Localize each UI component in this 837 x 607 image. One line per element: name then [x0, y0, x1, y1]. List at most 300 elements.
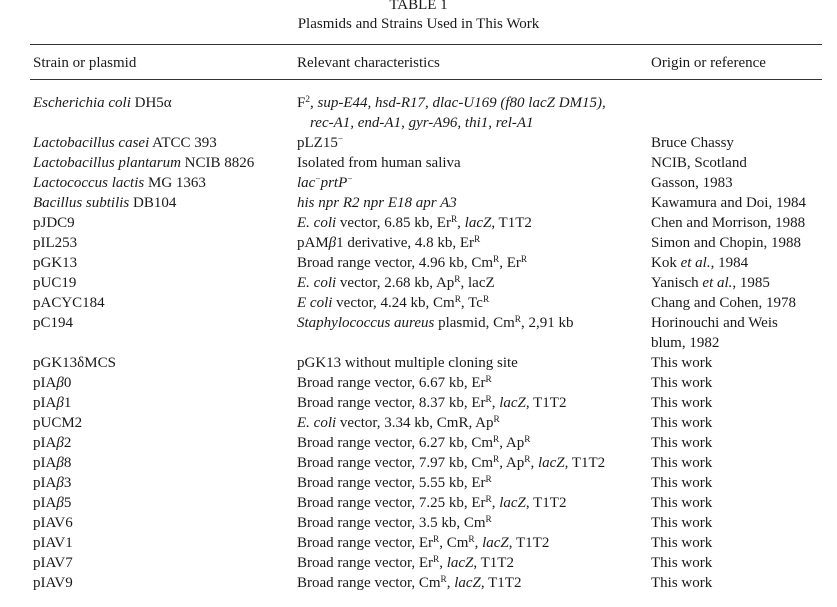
characteristics-cell: [297, 433, 530, 453]
cell-line: [651, 333, 778, 353]
cell-line: [651, 313, 778, 333]
strain-cell: [33, 453, 71, 473]
strain-cell: [33, 393, 71, 413]
italic-text: Lactobacillus plantarum: [33, 155, 181, 171]
characteristics-cell: [297, 193, 457, 213]
cell-line: [33, 153, 254, 173]
superscript: R: [485, 374, 492, 385]
cell-line: [297, 193, 457, 213]
text-run: pLZ15: [297, 135, 338, 151]
cell-line: [297, 493, 566, 513]
text-run: Isolated from human saliva: [297, 155, 461, 171]
characteristics-cell: [297, 213, 532, 233]
strain-cell: [33, 153, 254, 173]
italic-text: β: [56, 495, 64, 511]
italic-text: β: [328, 235, 337, 251]
italic-text: Lactococcus lactis: [33, 175, 145, 191]
cell-line: [33, 493, 71, 513]
origin-cell: [651, 533, 712, 553]
strain-cell: [33, 313, 73, 333]
table-row: [0, 553, 837, 573]
text-run: Kawamura and Doi, 1984: [651, 195, 806, 211]
strain-cell: [33, 353, 116, 373]
cell-line: [33, 353, 116, 373]
superscript: R: [485, 494, 492, 505]
strain-cell: [33, 533, 73, 553]
cell-line: [651, 533, 712, 553]
characteristics-cell: [297, 93, 606, 133]
table-caption: [0, 0, 837, 34]
superscript: R: [524, 454, 531, 465]
strain-cell: [33, 433, 71, 453]
top-rule: [30, 44, 822, 45]
text-run: , T1T2: [525, 495, 567, 511]
superscript: R: [454, 274, 461, 285]
text-run: ,: [446, 575, 455, 591]
cell-line: [33, 133, 217, 153]
text-run: Broad range vector, Er: [297, 555, 434, 571]
cell-line: [651, 373, 712, 393]
text-run: 3: [63, 475, 72, 491]
cell-line: [33, 293, 105, 313]
characteristics-cell: [297, 133, 343, 153]
cell-line: [297, 213, 532, 233]
text-run: pIAV9: [33, 575, 73, 591]
cell-line: [33, 413, 82, 433]
text-run: , T1T2: [564, 455, 606, 471]
superscript: R: [493, 414, 500, 425]
text-run: vector, 4.24 kb, Cm: [332, 295, 455, 311]
cell-line: [651, 573, 712, 593]
text-run: Broad range vector, 3.5 kb, Cm: [297, 515, 486, 531]
superscript: R: [474, 234, 481, 245]
cell-line: [297, 173, 353, 193]
strain-cell: [33, 233, 77, 253]
cell-line: [651, 153, 747, 173]
characteristics-cell: [297, 273, 495, 293]
strain-cell: [33, 573, 73, 593]
origin-cell: [651, 573, 712, 593]
table-body: [0, 89, 837, 593]
cell-line: [651, 413, 712, 433]
text-run: pGK13δMCS: [33, 355, 116, 371]
cell-line: [33, 433, 71, 453]
table-row: [0, 513, 837, 533]
text-run: pIA: [33, 495, 57, 511]
text-run: pC194: [33, 315, 74, 331]
text-run: Yanisch: [651, 275, 703, 291]
text-run: NCIB 8826: [180, 155, 255, 171]
origin-cell: [651, 493, 712, 513]
cell-line: [33, 373, 71, 393]
table-row: [0, 533, 837, 553]
cell-line: [651, 513, 712, 533]
text-run: MG 1363: [144, 175, 206, 191]
cell-line: [297, 133, 343, 153]
cell-line: [651, 133, 734, 153]
characteristics-cell: [297, 553, 514, 573]
superscript: R: [493, 454, 500, 465]
characteristics-cell: [297, 153, 461, 173]
characteristics-cell: [297, 573, 521, 593]
strain-cell: [33, 413, 82, 433]
superscript: R: [450, 214, 458, 225]
text-run: This work: [651, 495, 713, 511]
superscript: R: [482, 294, 490, 305]
cell-line: [297, 533, 549, 553]
cell-line: [33, 213, 75, 233]
italic-text: et al.: [702, 275, 733, 291]
cell-line: [297, 233, 480, 253]
strain-cell: [33, 373, 71, 393]
table-number: TABLE 1: [389, 0, 448, 13]
text-run: ,: [491, 395, 500, 411]
text-run: blum, 1982: [651, 335, 720, 351]
strain-cell: [33, 133, 217, 153]
cell-line: [33, 313, 73, 333]
table-row: [0, 253, 837, 273]
superscript: R: [485, 474, 492, 485]
superscript: R: [493, 254, 500, 265]
cell-line: [651, 253, 748, 273]
origin-cell: [651, 213, 805, 233]
cell-line: [297, 553, 514, 573]
text-run: pIAV7: [33, 555, 73, 571]
table-row: [0, 373, 837, 393]
text-run: 8: [63, 455, 72, 471]
text-run: Horinouchi and Weis: [651, 315, 778, 331]
italic-text: lacZ: [454, 575, 481, 591]
cell-line: [297, 153, 461, 173]
table-row: [0, 193, 837, 213]
origin-cell: [651, 453, 712, 473]
italic-text: lac: [297, 175, 316, 191]
table-row: [0, 453, 837, 473]
characteristics-cell: [297, 253, 527, 273]
cell-line: [33, 233, 77, 253]
table-row: [0, 133, 837, 153]
cell-line: [297, 253, 527, 273]
cell-line: [297, 373, 492, 393]
text-run: ,: [491, 495, 500, 511]
characteristics-cell: [297, 293, 489, 313]
text-run: pJDC9: [33, 215, 75, 231]
table-row: [0, 473, 837, 493]
text-run: ,: [439, 555, 447, 571]
text-run: pUC19: [33, 275, 77, 291]
strain-cell: [33, 513, 73, 533]
text-run: This work: [651, 375, 713, 391]
text-run: pGK13 without multiple cloning site: [297, 355, 518, 371]
text-run: This work: [651, 395, 713, 411]
strain-cell: [33, 293, 105, 313]
superscript: R: [468, 534, 475, 545]
superscript: −: [315, 174, 321, 185]
italic-text: E coli: [297, 295, 333, 311]
cell-line: [651, 213, 805, 233]
text-run: pIL253: [33, 235, 78, 251]
italic-text: Bacillus subtilis: [33, 195, 130, 211]
text-run: 0: [63, 375, 72, 391]
text-run: , Tc: [460, 295, 483, 311]
cell-line: [297, 293, 489, 313]
cell-line: [297, 93, 606, 113]
cell-line: [33, 533, 73, 553]
cell-line: [297, 313, 573, 333]
cell-line: [651, 353, 712, 373]
text-run: NCIB, Scotland: [651, 155, 747, 171]
text-run: This work: [651, 575, 713, 591]
characteristics-cell: [297, 373, 492, 393]
origin-cell: [651, 553, 712, 573]
text-run: pIA: [33, 435, 57, 451]
text-run: Broad range vector, 8.37 kb, Er: [297, 395, 486, 411]
cell-line: [651, 493, 712, 513]
characteristics-cell: [297, 353, 518, 373]
table-row: [0, 173, 837, 193]
text-run: ,: [457, 215, 465, 231]
cell-line: [33, 473, 71, 493]
superscript: R: [493, 434, 500, 445]
cell-line: [651, 293, 796, 313]
text-run: , 2,91 kb: [520, 315, 574, 331]
text-run: This work: [651, 515, 713, 531]
cell-line: [297, 433, 530, 453]
text-run: DB104: [129, 195, 177, 211]
cell-line: [651, 233, 801, 253]
text-run: , lacZ: [460, 275, 495, 291]
text-run: , 1985: [732, 275, 770, 291]
italic-text: , sup-E44, hsd-R17, dlac-U169 (f80 lacZ DM15),: [310, 95, 606, 111]
text-run: , T1T2: [491, 215, 532, 231]
strain-cell: [33, 473, 71, 493]
text-run: pIA: [33, 475, 57, 491]
characteristics-cell: [297, 513, 492, 533]
text-run: Chang and Cohen, 1978: [651, 295, 796, 311]
text-run: , T1T2: [525, 395, 567, 411]
text-run: This work: [651, 435, 713, 451]
header-origin: Origin or reference: [651, 55, 766, 71]
superscript: −: [337, 134, 344, 145]
italic-text: et al.: [680, 255, 711, 271]
origin-cell: [651, 253, 748, 273]
italic-text: β: [56, 475, 64, 491]
italic-text: β: [56, 375, 64, 391]
superscript: R: [433, 534, 440, 545]
text-run: vector, 3.34 kb, CmR, Ap: [336, 415, 494, 431]
cell-line: [33, 453, 71, 473]
italic-text: E. coli: [297, 275, 337, 291]
text-run: , T1T2: [480, 575, 522, 591]
text-run: pIAV6: [33, 515, 73, 531]
text-run: , Cm: [439, 535, 469, 551]
cell-line: [651, 393, 712, 413]
cell-line: [297, 473, 492, 493]
origin-cell: [651, 373, 712, 393]
superscript: R: [440, 574, 447, 585]
characteristics-cell: [297, 393, 566, 413]
cell-line: [297, 273, 495, 293]
text-run: pIA: [33, 455, 57, 471]
cell-line: [33, 573, 73, 593]
cell-line: [297, 453, 605, 473]
text-run: Broad range vector, 6.67 kb, Er: [297, 375, 486, 391]
strain-cell: [33, 173, 206, 193]
text-run: Broad range vector, 6.27 kb, Cm: [297, 435, 494, 451]
italic-text: β: [56, 435, 64, 451]
cell-line: [33, 253, 77, 273]
superscript: R: [485, 514, 492, 525]
table-row: [0, 573, 837, 593]
superscript: R: [514, 314, 521, 325]
text-run: This work: [651, 455, 713, 471]
origin-cell: [651, 193, 806, 213]
table-row: [0, 493, 837, 513]
text-run: , Ap: [499, 435, 525, 451]
table-row: [0, 413, 837, 433]
cell-line: [33, 93, 172, 113]
characteristics-cell: [297, 453, 605, 473]
italic-text: Lactobacillus casei: [33, 135, 150, 151]
text-run: F: [297, 95, 306, 111]
text-run: This work: [651, 355, 713, 371]
superscript: R: [520, 254, 528, 265]
cell-line: [33, 273, 76, 293]
header-strain: Strain or plasmid: [33, 55, 137, 71]
table-row: [0, 93, 837, 133]
text-run: ,: [474, 535, 483, 551]
superscript: R: [485, 394, 492, 405]
strain-cell: [33, 273, 76, 293]
text-run: Broad range vector, 7.25 kb, Er: [297, 495, 486, 511]
origin-cell: [651, 393, 712, 413]
text-run: vector, 6.85 kb, Er: [336, 215, 451, 231]
text-run: pIAV1: [33, 535, 73, 551]
superscript: R: [454, 294, 461, 305]
origin-cell: [651, 433, 712, 453]
italic-text: lacZ: [499, 395, 526, 411]
text-run: This work: [651, 555, 713, 571]
text-run: pIA: [33, 375, 57, 391]
cell-line: [33, 193, 176, 213]
text-run: Broad range vector, 4.96 kb, Cm: [297, 255, 494, 271]
text-run: , T1T2: [508, 535, 550, 551]
italic-text: prtP: [320, 175, 348, 191]
characteristics-cell: [297, 533, 549, 553]
cell-line: [297, 513, 492, 533]
cell-line: [297, 413, 500, 433]
text-run: plasmid, Cm: [434, 315, 515, 331]
header-characteristics: Relevant characteristics: [297, 55, 440, 71]
text-run: This work: [651, 535, 713, 551]
text-run: Simon and Chopin, 1988: [651, 235, 802, 251]
text-run: pACYC184: [33, 295, 105, 311]
text-run: , Er: [499, 255, 521, 271]
text-run: Broad range vector, Cm: [297, 575, 441, 591]
italic-text: his npr R2 npr E18 apr A3: [297, 195, 457, 211]
origin-cell: [651, 133, 734, 153]
table-row: [0, 213, 837, 233]
text-run: ATCC 393: [149, 135, 217, 151]
italic-text: lacZ: [464, 215, 492, 231]
text-run: 1 derivative, 4.8 kb, Er: [336, 235, 475, 251]
text-run: Gasson, 1983: [651, 175, 733, 191]
cell-line: [651, 473, 712, 493]
cell-line: [33, 553, 73, 573]
text-run: Chen and Morrison, 1988: [651, 215, 806, 231]
text-run: pIA: [33, 395, 57, 411]
italic-text: lacZ: [499, 495, 526, 511]
text-run: pUCM2: [33, 415, 83, 431]
table-row: [0, 393, 837, 413]
text-run: 2: [63, 435, 72, 451]
superscript: R: [433, 554, 440, 565]
strain-cell: [33, 493, 71, 513]
text-run: Broad range vector, 5.55 kb, Er: [297, 475, 486, 491]
characteristics-cell: [297, 473, 492, 493]
origin-cell: [651, 353, 712, 373]
origin-cell: [651, 293, 796, 313]
text-run: , T1T2: [473, 555, 514, 571]
characteristics-cell: [297, 233, 480, 253]
text-run: This work: [651, 415, 713, 431]
origin-cell: [651, 233, 801, 253]
italic-text: β: [56, 395, 64, 411]
italic-text: E. coli: [297, 415, 337, 431]
characteristics-cell: [297, 173, 353, 193]
cell-line: [651, 553, 712, 573]
table-row: [0, 233, 837, 253]
characteristics-cell: [297, 493, 566, 513]
italic-text: lacZ: [446, 555, 474, 571]
cell-line: [297, 113, 606, 133]
text-run: pGK13: [33, 255, 78, 271]
italic-text: lacZ: [537, 455, 565, 471]
origin-cell: [651, 473, 712, 493]
table-row: [0, 433, 837, 453]
strain-cell: [33, 193, 176, 213]
text-run: Kok: [651, 255, 681, 271]
cell-line: [33, 513, 73, 533]
cell-line: [297, 353, 518, 373]
table-row: [0, 273, 837, 293]
strain-cell: [33, 213, 75, 233]
cell-line: [651, 173, 733, 193]
origin-cell: [651, 513, 712, 533]
italic-text: Staphylococcus aureus: [297, 315, 435, 331]
cell-line: [651, 273, 770, 293]
origin-cell: [651, 313, 778, 353]
italic-text: β: [56, 455, 64, 471]
strain-cell: [33, 253, 77, 273]
origin-cell: [651, 153, 747, 173]
cell-line: [651, 453, 712, 473]
text-run: ,: [530, 455, 538, 471]
text-run: , 1984: [710, 255, 749, 271]
text-run: , Ap: [499, 455, 525, 471]
table-row: [0, 153, 837, 173]
superscript: −: [347, 174, 353, 185]
table-row: [0, 313, 837, 353]
text-run: pAM: [297, 235, 329, 251]
strain-cell: [33, 93, 172, 113]
superscript: 2: [305, 94, 310, 105]
table-row: [0, 353, 837, 373]
text-run: Bruce Chassy: [651, 135, 734, 151]
text-run: DH5α: [130, 95, 172, 111]
text-run: Broad range vector, 7.97 kb, Cm: [297, 455, 494, 471]
table-title: Plasmids and Strains Used in This Work: [297, 16, 540, 32]
